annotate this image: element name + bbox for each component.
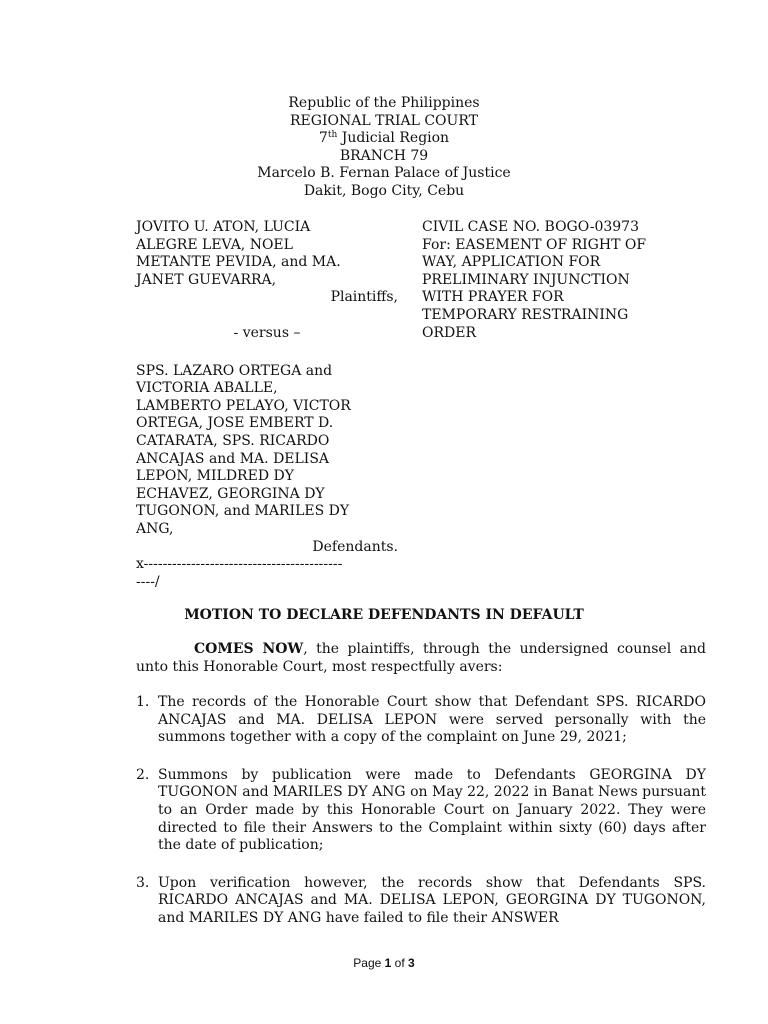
list-item [136,875,706,928]
header-region: 7th Judicial Region [318,130,450,147]
header-location: Dakit, Bogo City, Cebu [303,182,465,199]
defendants-label: Defendants. [312,538,398,555]
item-text: The records of the Honorable Court show that Defendant SPS. RICARDO ANCAJAS and MA. DELISA LEPON were served personally with the summons together with a copy of the complaint on June 29, 2021; [158,694,706,746]
header-palace: Marcelo B. Fernan Palace of Justice [257,165,511,182]
header-branch: BRANCH 79 [339,147,429,164]
case-caption-info [422,219,662,342]
item-number: 2. [136,766,150,783]
item-text: Summons by publication were made to Defendants GEORGINA DY TUGONON and MARILES DY ANG on May 22, 2022 in Banat News pursuant to an Order made by this Honorable Court on January 2022. They were directed to file their Answers to the Complaint within sixty (60) days after the date of publication; [158,766,706,854]
list-item [136,694,706,747]
plaintiffs-names: JOVITO U. ATON, LUCIA ALEGRE LEVA, NOEL METANTE PEVIDA, and MA. JANET GUEVARRA, [136,219,341,288]
item-text: Upon verification however, the records show that Defendants SPS. RICARDO ANCAJAS and MA. DELISA LEPON, GEORGINA DY TUGONON, and MARILES DY ANG have failed to file their ANSWER [158,874,706,926]
intro-lead: COMES NOW [194,641,304,657]
averments-list [136,694,706,948]
intro-paragraph [136,641,706,676]
header-republic: Republic of the Philippines [288,95,480,111]
total-pages: 3 [408,956,415,970]
case-caption-parties [136,219,398,591]
court-header [0,95,768,201]
defendants-names: SPS. LAZARO ORTEGA and VICTORIA ABALLE, LAMBERTO PELAYO, VICTOR ORTEGA, JOSE EMBERT D. CATARATA, SPS. RICARDO ANCAJAS and MA. DELISA LEPON, MILDRED DY ECHAVEZ, GEORGINA DY TUGONON, and MARILES DY ANG, [136,362,351,537]
versus-label: - versus – [233,324,301,341]
header-court: REGIONAL TRIAL COURT [290,112,478,129]
page-footer: Page 1 of 3 [353,956,415,970]
list-item [136,767,706,855]
intro-text: , the plaintiffs, through the undersigned counsel and unto this Honorable Court, most respectfully avers: [136,641,706,675]
current-page: 1 [384,956,392,970]
plaintiffs-label: Plaintiffs, [330,289,398,306]
item-number: 3. [136,874,150,891]
motion-title: MOTION TO DECLARE DEFENDANTS IN DEFAULT [184,607,584,623]
item-number: 1. [136,694,150,710]
caption-divider: x------------------------------------------ ----/ [136,556,343,590]
case-nature: For: EASEMENT OF RIGHT OF WAY, APPLICATION FOR PRELIMINARY INJUNCTION WITH PRAYER FOR TEMPORARY RESTRAINING ORDER [422,236,647,341]
case-number: CIVIL CASE NO. BOGO-03973 [422,219,639,235]
